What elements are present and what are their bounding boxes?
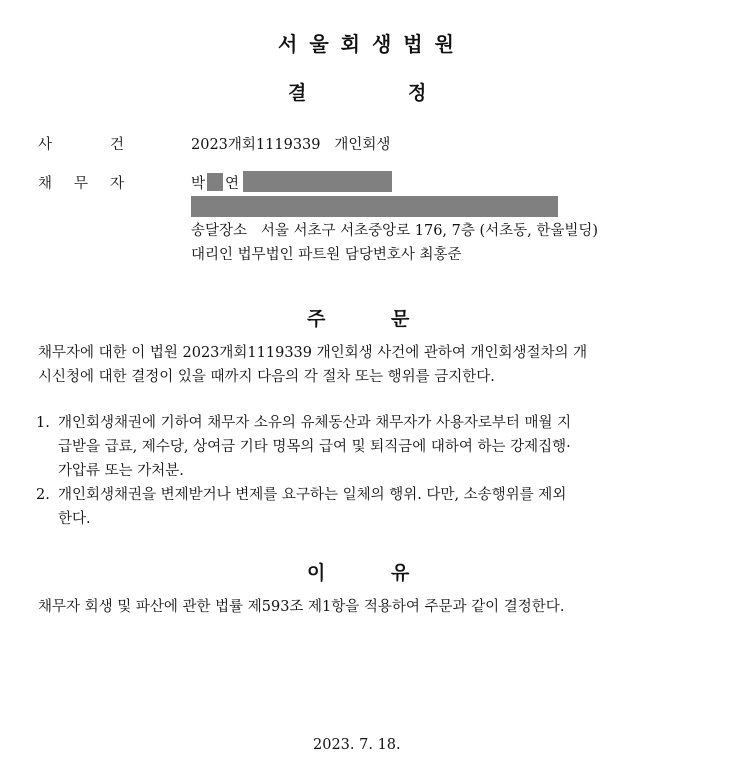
order-intro [38,341,587,389]
legal-agent: 대리인 법무법인 파트원 담당변호사 최홍준 [191,247,462,263]
order-item-2-number: 2. [36,487,50,503]
order-intro-line: 채무자에 대한 이 법원 2023개회1119339 개인회생 사건에 관하여 개인회생절차의 개 [38,345,588,361]
order-item-line: 가압류 또는 가처분. [58,463,184,479]
order-heading-left: 주 [307,308,326,330]
name-redaction [207,173,223,191]
order-item-line: 급받을 급료, 제수당, 상여금 기타 명목의 급여 및 퇴직금에 대하여 하는 강제집행· [58,439,571,455]
service-address: 송달장소 서울 서초구 서초중앙로 176, 7층 (서초동, 한울빌딩) [191,223,599,239]
debtor-label-char-2: 무 [74,176,89,192]
address-redaction [191,196,558,217]
reason-text: 채무자 회생 및 파산에 관한 법률 제593조 제1항을 적용하여 주문과 같이 결정한다. [38,599,565,615]
case-number: 2023개회1119339 개인회생 [191,137,391,153]
doc-type-left: 결 [288,82,307,104]
reason-heading-left: 이 [307,562,326,584]
case-label-char-1: 사 [38,137,53,153]
order-item-1 [58,411,571,483]
court-name: 서울회생법원 [278,32,466,56]
debtor-label-char-1: 채 [38,176,53,192]
decision-date: 2023. 7. 18. [313,737,401,753]
order-intro-line: 시신청에 대한 결정이 있을 때까지 다음의 각 절차 또는 행위를 금지한다. [38,369,495,385]
order-heading-right: 문 [391,308,410,330]
reason-heading-right: 유 [391,562,410,584]
debtor-label-char-3: 자 [110,176,125,192]
order-item-line: 개인회생채권을 변제받거나 변제를 요구하는 일체의 행위. 다만, 소송행위를 제외 [58,487,567,503]
debtor-name-first: 박 [191,176,206,192]
order-item-line: 한다. [58,511,91,527]
id-redaction [243,171,392,192]
doc-type-right: 정 [408,82,427,104]
debtor-name-last: 연 [225,176,240,192]
case-label-char-2: 건 [110,137,125,153]
order-item-line: 개인회생채권에 기하여 채무자 소유의 유체동산과 채무자가 사용자로부터 매월 지 [58,415,572,431]
order-item-1-number: 1. [36,415,50,431]
order-item-2 [58,483,566,531]
